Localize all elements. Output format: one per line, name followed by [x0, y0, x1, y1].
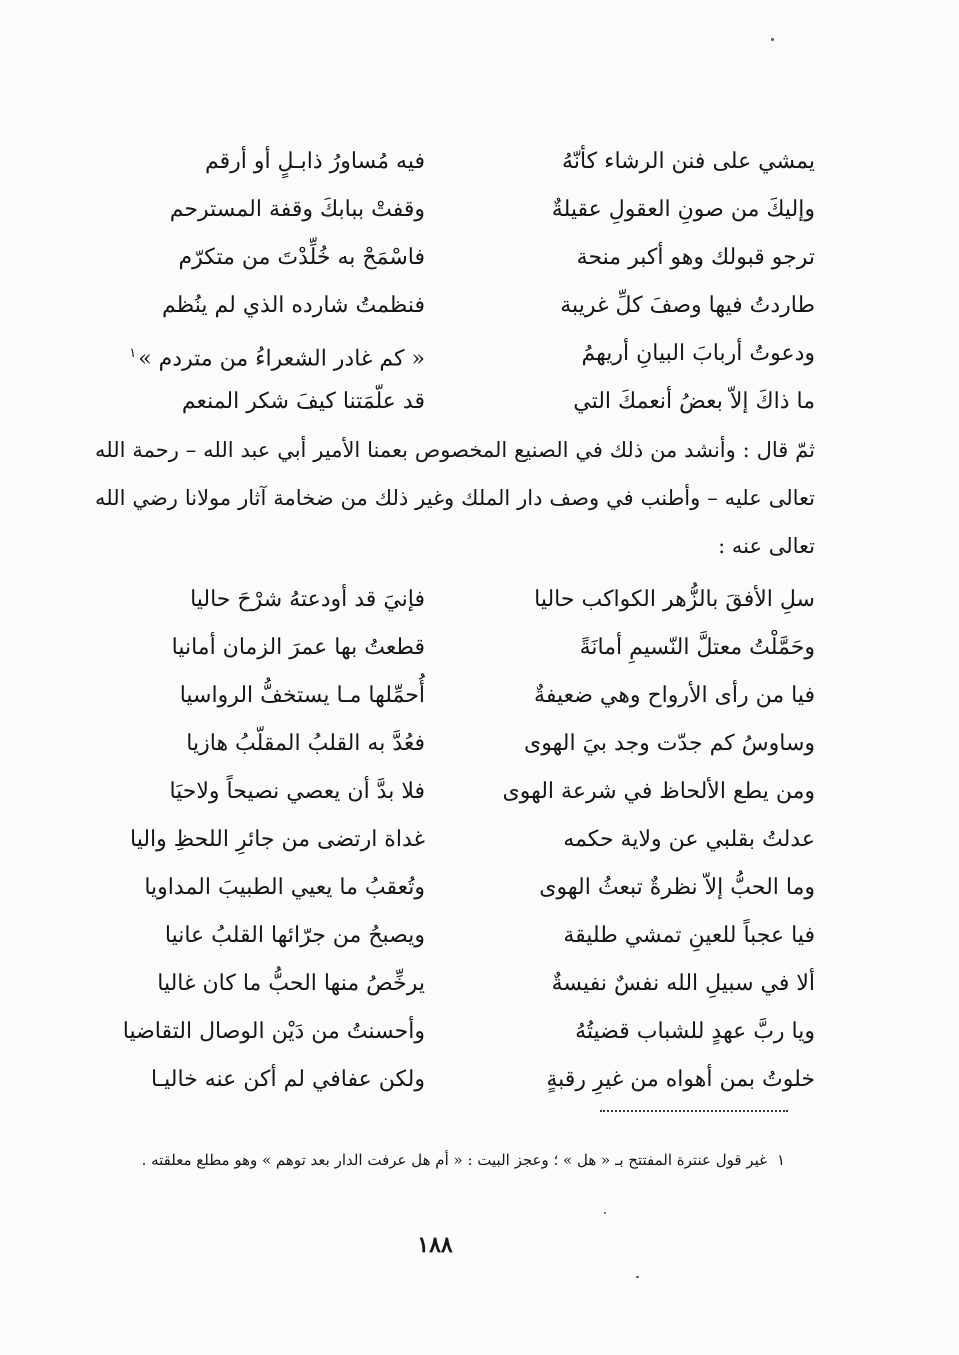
verse-line: [95, 1012, 815, 1060]
verse-second-hemistich: [115, 334, 425, 379]
verse-first-hemistich: ترجو قبولك وهو أكبر منحة: [576, 245, 815, 270]
verse-second-hemistich: [115, 724, 425, 764]
verse-first-hemistich: طاردتُ فيها وصفَ كلِّ غريبة: [560, 293, 815, 318]
verse-line: [95, 628, 815, 676]
verse-second-hemistich: [115, 1012, 425, 1052]
verse-second-hemistich-text: أُحمِّلها مـا يستخفُّ الرواسيا: [179, 683, 425, 708]
verse-second-hemistich: [115, 820, 425, 860]
verse-line: [95, 142, 815, 190]
verse-second-hemistich-text: يرخِّصُ منها الحبُّ ما كان غاليا: [157, 971, 425, 996]
verse-second-hemistich-text: وتُعقبُ ما يعيي الطبيبَ المداويا: [144, 875, 425, 900]
verse-second-hemistich: [115, 868, 425, 908]
verse-line: [95, 382, 815, 430]
footnote-separator: [600, 1110, 788, 1112]
verse-line: [95, 580, 815, 628]
verse-second-hemistich-text: فاسْمَحْ به خُلِّدْتَ من متكرّم: [178, 245, 425, 270]
footnote-number: ١: [776, 1151, 785, 1169]
verse-line: [95, 190, 815, 238]
verse-line: [95, 676, 815, 724]
verse-second-hemistich-text: فلا بدَّ أن يعصي نصيحاً ولاحيَا: [169, 779, 425, 804]
verse-second-hemistich-text: فعُدَّ به القلبُ المقلّبُ هازيا: [186, 731, 425, 756]
verse-first-hemistich: ما ذاكَ إلاّ بعضُ أنعمكَ التي: [573, 389, 815, 414]
verse-second-hemistich-text: قطعتُ بها عمرَ الزمان أمانيا: [171, 635, 425, 660]
verse-first-hemistich: وإليكَ من صونِ العقولِ عقيلةٌ: [551, 197, 815, 222]
verse-line: [95, 286, 815, 334]
scan-speck: [771, 38, 774, 41]
verse-second-hemistich-text: وأحسنتُ من دَيْن الوصال التقاضيا: [122, 1019, 425, 1044]
verse-first-hemistich: خلوتُ بمن أهواه من غيرِ رقبةٍ: [546, 1067, 815, 1092]
verse-second-hemistich-text: وقفتْ ببابكَ وقفة المسترحم: [169, 197, 425, 222]
verse-first-hemistich: وما الحبُّ إلاّ نظرةٌ تبعثُ الهوى: [539, 875, 815, 900]
verse-line: [95, 772, 815, 820]
verse-first-hemistich: وحَمَّلْتُ معتلَّ النّسيمِ أمانَةً: [579, 635, 815, 660]
verse-second-hemistich-text: ولكن عفافي لم أكن عنه خاليـا: [150, 1067, 425, 1092]
verse-second-hemistich: [115, 772, 425, 812]
verse-second-hemistich: [115, 676, 425, 716]
scan-speck: [604, 1212, 606, 1214]
verse-line: [95, 964, 815, 1012]
verse-second-hemistich: [115, 286, 425, 326]
verse-first-hemistich: فيا من رأى الأرواح وهي ضعيفةٌ: [534, 683, 815, 708]
verse-first-hemistich: ويا ربَّ عهدٍ للشباب قضيتُهُ: [575, 1019, 815, 1044]
verse-line: [95, 916, 815, 964]
verse-line: [95, 1060, 815, 1108]
verse-second-hemistich-text: ويصبحُ من جرّائها القلبُ عانيا: [164, 923, 425, 948]
verse-line: [95, 334, 815, 382]
poem-stanza-two: [95, 580, 815, 1108]
prose-text: ثمّ قال : وأنشد من ذلك في الصنيع المخصوص بعمنا الأمير أبي عبد الله – رحمة الله تعالى عليه – وأطنب في وصف دار الملك وغير ذلك من ضخامة آثار مولانا رضي الله تعالى عنه :: [95, 438, 815, 558]
verse-second-hemistich: [115, 916, 425, 956]
verse-second-hemistich: [115, 580, 425, 620]
verse-second-hemistich: [115, 1060, 425, 1100]
verse-second-hemistich-text: فنظمتُ شارده الذي لم ينُظم: [162, 293, 425, 318]
verse-second-hemistich-text: فإنيَ قد أودعتهُ شرْحَ حاليا: [190, 587, 425, 612]
verse-first-hemistich: عدلتُ بقلبي عن ولاية حكمه: [563, 827, 815, 852]
verse-second-hemistich: [115, 628, 425, 668]
verse-first-hemistich: ألا في سبيلِ الله نفسٌ نفيسةٌ: [551, 971, 815, 996]
page-number: ١٨٨: [417, 1232, 453, 1258]
poem-stanza-one: [95, 142, 815, 430]
footnote-reference: ١: [129, 346, 137, 361]
verse-second-hemistich: [115, 238, 425, 278]
verse-second-hemistich-text: فيه مُساورُ ذابـلٍ أو أرقم: [204, 149, 425, 174]
verse-first-hemistich: ومن يطع الألحاظ في شرعة الهوى: [502, 779, 815, 804]
verse-line: [95, 724, 815, 772]
verse-first-hemistich: سلِ الأفقَ بالزُّهر الكواكب حاليا: [534, 587, 815, 612]
footnote: [95, 1145, 785, 1175]
verse-first-hemistich: ودعوتُ أربابَ البيانِ أريهمُ: [581, 341, 815, 366]
prose-paragraph: [95, 426, 815, 570]
verse-line: [95, 820, 815, 868]
verse-first-hemistich: يمشي على فنن الرشاء كأنّهُ: [562, 149, 815, 174]
verse-second-hemistich-text: قد علّمَتنا كيفَ شكر المنعم: [181, 389, 425, 414]
verse-second-hemistich: [115, 964, 425, 1004]
scan-speck: [636, 1276, 639, 1278]
verse-line: [95, 868, 815, 916]
verse-first-hemistich: فيا عجباً للعينِ تمشي طليقة: [563, 923, 815, 948]
verse-second-hemistich-text: غداة ارتضى من جائرِ اللحظِ واليا: [130, 827, 425, 852]
verse-line: [95, 238, 815, 286]
verse-second-hemistich-text: « كم غادر الشعراءُ من متردم »: [138, 346, 425, 372]
verse-second-hemistich: [115, 142, 425, 182]
verse-first-hemistich: وساوسُ كم جدّت وجد بيَ الهوى: [524, 731, 815, 756]
verse-second-hemistich: [115, 190, 425, 230]
footnote-text: غير قول عنترة المفتتح بـ « هل » ؛ وعجز البيت : « أم هل عرفت الدار بعد توهم » وهو مطلع معلقته .: [141, 1151, 767, 1169]
verse-second-hemistich: [115, 382, 425, 422]
